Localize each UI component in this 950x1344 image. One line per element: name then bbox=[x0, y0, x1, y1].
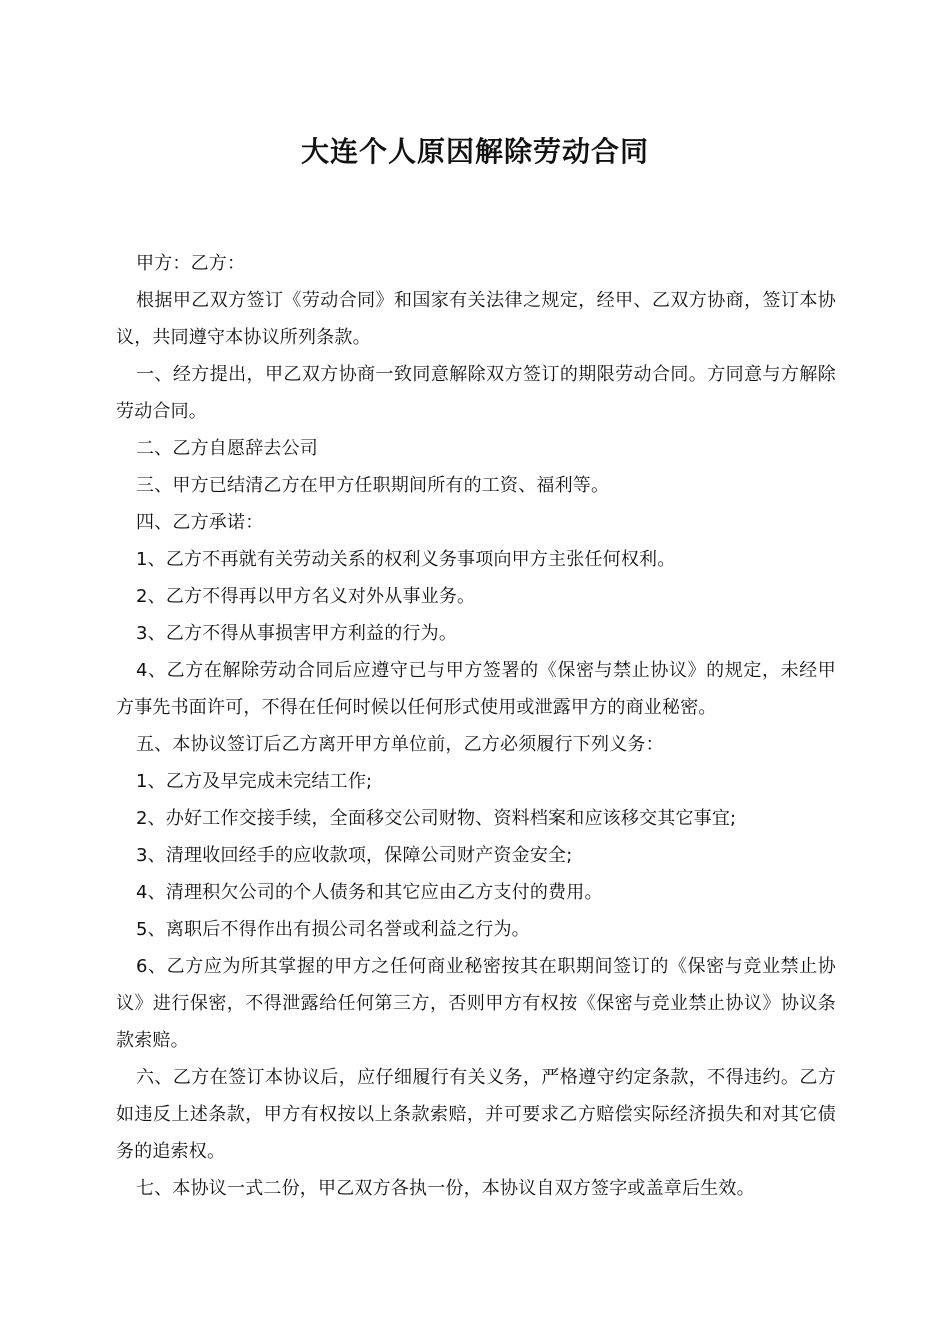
clause-5-item-4: 4、清理积欠公司的个人债务和其它应由乙方支付的费用。 bbox=[136, 882, 603, 903]
clause-5-item-1: 1、乙方及早完成未完结工作; bbox=[136, 771, 373, 792]
clause-6: 六、乙方在签订本协议后，应仔细履行有关义务，严格遵守约定条款，不得违约。乙方如违反上述条款，甲方有权按以上条款索赔，并可要求乙方赔偿实际经济损失和对其它债务的追索权。 bbox=[116, 1067, 836, 1162]
clause-5-item-6: 6、乙方应为所其掌握的甲方之任何商业秘密按其在职期间签订的《保密与竞业禁止协议》进行保密，不得泄露给任何第三方，否则甲方有权按《保密与竞业禁止协议》协议条款索赔。 bbox=[116, 956, 836, 1051]
document-body bbox=[116, 245, 836, 1207]
clause-2: 二、乙方自愿辞去公司 bbox=[136, 438, 318, 459]
clause-1: 一、经方提出，甲乙双方协商一致同意解除双方签订的期限劳动合同。方同意与方解除劳动合同。 bbox=[116, 364, 836, 422]
clause-5-item-3: 3、清理收回经手的应收款项，保障公司财产资金安全; bbox=[136, 845, 573, 866]
clause-5-item-2: 2、办好工作交接手续，全面移交公司财物、资料档案和应该移交其它事宜; bbox=[136, 808, 737, 829]
clause-7: 七、本协议一式二份，甲乙双方各执一份，本协议自双方签字或盖章后生效。 bbox=[136, 1178, 755, 1199]
preamble-paragraph: 根据甲乙双方签订《劳动合同》和国家有关法律之规定，经甲、乙双方协商，签订本协议，共同遵守本协议所列条款。 bbox=[116, 290, 836, 348]
party-line: 甲方：乙方： bbox=[136, 253, 246, 274]
clause-4-heading: 四、乙方承诺： bbox=[136, 512, 264, 533]
clause-4-item-3: 3、乙方不得从事损害甲方利益的行为。 bbox=[136, 623, 458, 644]
clause-4-item-4: 4、乙方在解除劳动合同后应遵守已与甲方签署的《保密与禁止协议》的规定，未经甲方事先书面许可，不得在任何时候以任何形式使用或泄露甲方的商业秘密。 bbox=[116, 660, 836, 718]
document-title: 大连个人原因解除劳动合同 bbox=[300, 135, 649, 168]
clause-4-item-2: 2、乙方不得再以甲方名义对外从事业务。 bbox=[136, 586, 476, 607]
clause-3: 三、甲方已结清乙方在甲方任职期间所有的工资、福利等。 bbox=[136, 475, 610, 496]
clause-5-item-5: 5、离职后不得作出有损公司名誉或利益之行为。 bbox=[136, 919, 530, 940]
clause-4-item-1: 1、乙方不再就有关劳动关系的权利义务事项向甲方主张任何权利。 bbox=[136, 549, 676, 570]
clause-5-heading: 五、本协议签订后乙方离开甲方单位前，乙方必须履行下列义务： bbox=[136, 734, 664, 755]
